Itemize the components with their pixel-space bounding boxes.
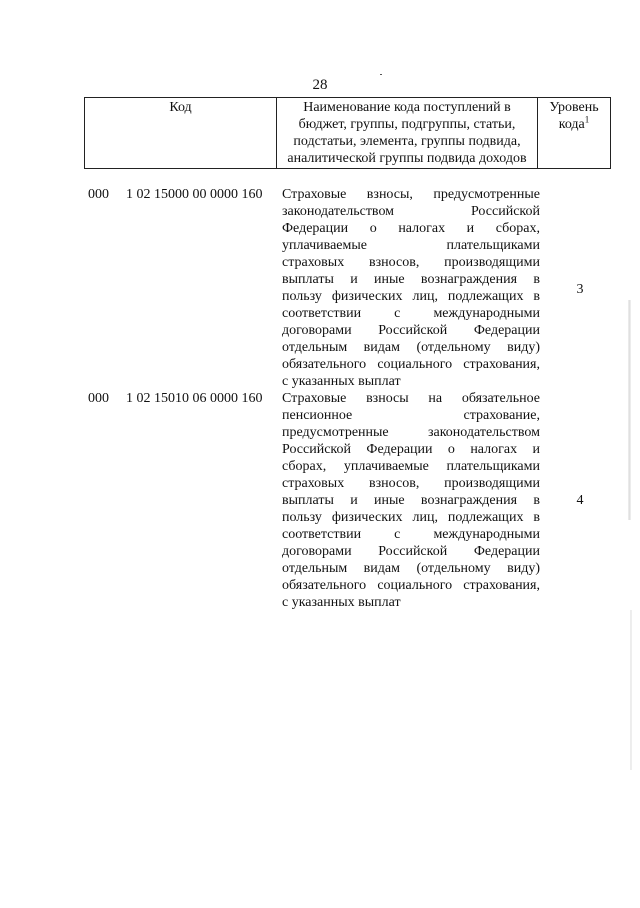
revenue-name-line: предусмотренные законодательством [282,425,540,440]
revenue-name-line: пенсионное страхование, [282,408,540,423]
admin-code: 000 [88,391,109,406]
revenue-name-line: обязательного социального страхования, [282,357,540,372]
admin-code: 000 [88,187,109,202]
column-header-level-word: кода [558,117,585,132]
revenue-name-line: договорами Российской Федерации [282,323,540,338]
column-header-name [277,98,538,169]
revenue-name-line: отдельным видам (отдельному виду) [282,561,540,576]
revenue-name-line: выплаты и иные вознаграждения в [282,493,540,508]
column-header-level-line: Уровень [549,100,599,115]
revenue-name [282,186,540,390]
revenue-name-line: сборах, уплачиваемые плательщиками [282,459,540,474]
revenue-name-line: договорами Российской Федерации [282,544,540,559]
revenue-name-line: Российской Федерации о налогах и [282,442,540,457]
column-header-code [85,98,277,169]
revenue-name-line: пользу физических лиц, подлежащих в [282,289,540,304]
code-level: 3 [576,282,584,297]
revenue-code-table-header [84,97,611,169]
column-header-name-line: Наименование кода поступлений в [303,100,511,115]
column-header-name-line: подстатьи, элемента, группы подвида, [293,134,521,149]
revenue-code: 1 02 15000 00 0000 160 [126,187,263,202]
revenue-name-line: Страховые взносы, предусмотренные [282,187,540,202]
revenue-name-line: Страховые взносы на обязательное [282,391,540,406]
table-header-row [85,98,611,169]
column-header-name-line: бюджет, группы, подгруппы, статьи, [298,117,516,132]
revenue-name [282,390,540,611]
column-header-level [538,98,611,169]
revenue-name-line: обязательного социального страхования, [282,578,540,593]
revenue-name-line: законодательством Российской [282,204,540,219]
revenue-name-line: соответствии с международными [282,306,540,321]
revenue-name-line: пользу физических лиц, подлежащих в [282,510,540,525]
column-header-name-line: аналитической группы подвида доходов [287,151,527,166]
scan-speck [380,74,382,75]
code-level: 4 [576,493,584,508]
footnote-marker: 1 [584,114,590,125]
revenue-name-line: страховых взносов, производящими [282,476,540,491]
revenue-name-line: отдельным видам (отдельному виду) [282,340,540,355]
revenue-code: 1 02 15010 06 0000 160 [126,391,263,406]
revenue-name-line: соответствии с международными [282,527,540,542]
column-header-code-label: Код [169,100,192,115]
column-header-level-line [541,116,607,133]
revenue-name-line: уплачиваемые плательщиками [282,238,540,253]
page-number: 28 [312,77,328,93]
revenue-name-line: выплаты и иные вознаграждения в [282,272,540,287]
scan-edge-shadow-lower [630,610,632,770]
revenue-name-line: с указанных выплат [282,595,401,610]
revenue-name-line: Федерации о налогах и сборах, [282,221,540,236]
scan-edge-shadow [628,300,631,520]
revenue-name-line: страховых взносов, производящими [282,255,540,270]
revenue-name-line: с указанных выплат [282,374,401,389]
